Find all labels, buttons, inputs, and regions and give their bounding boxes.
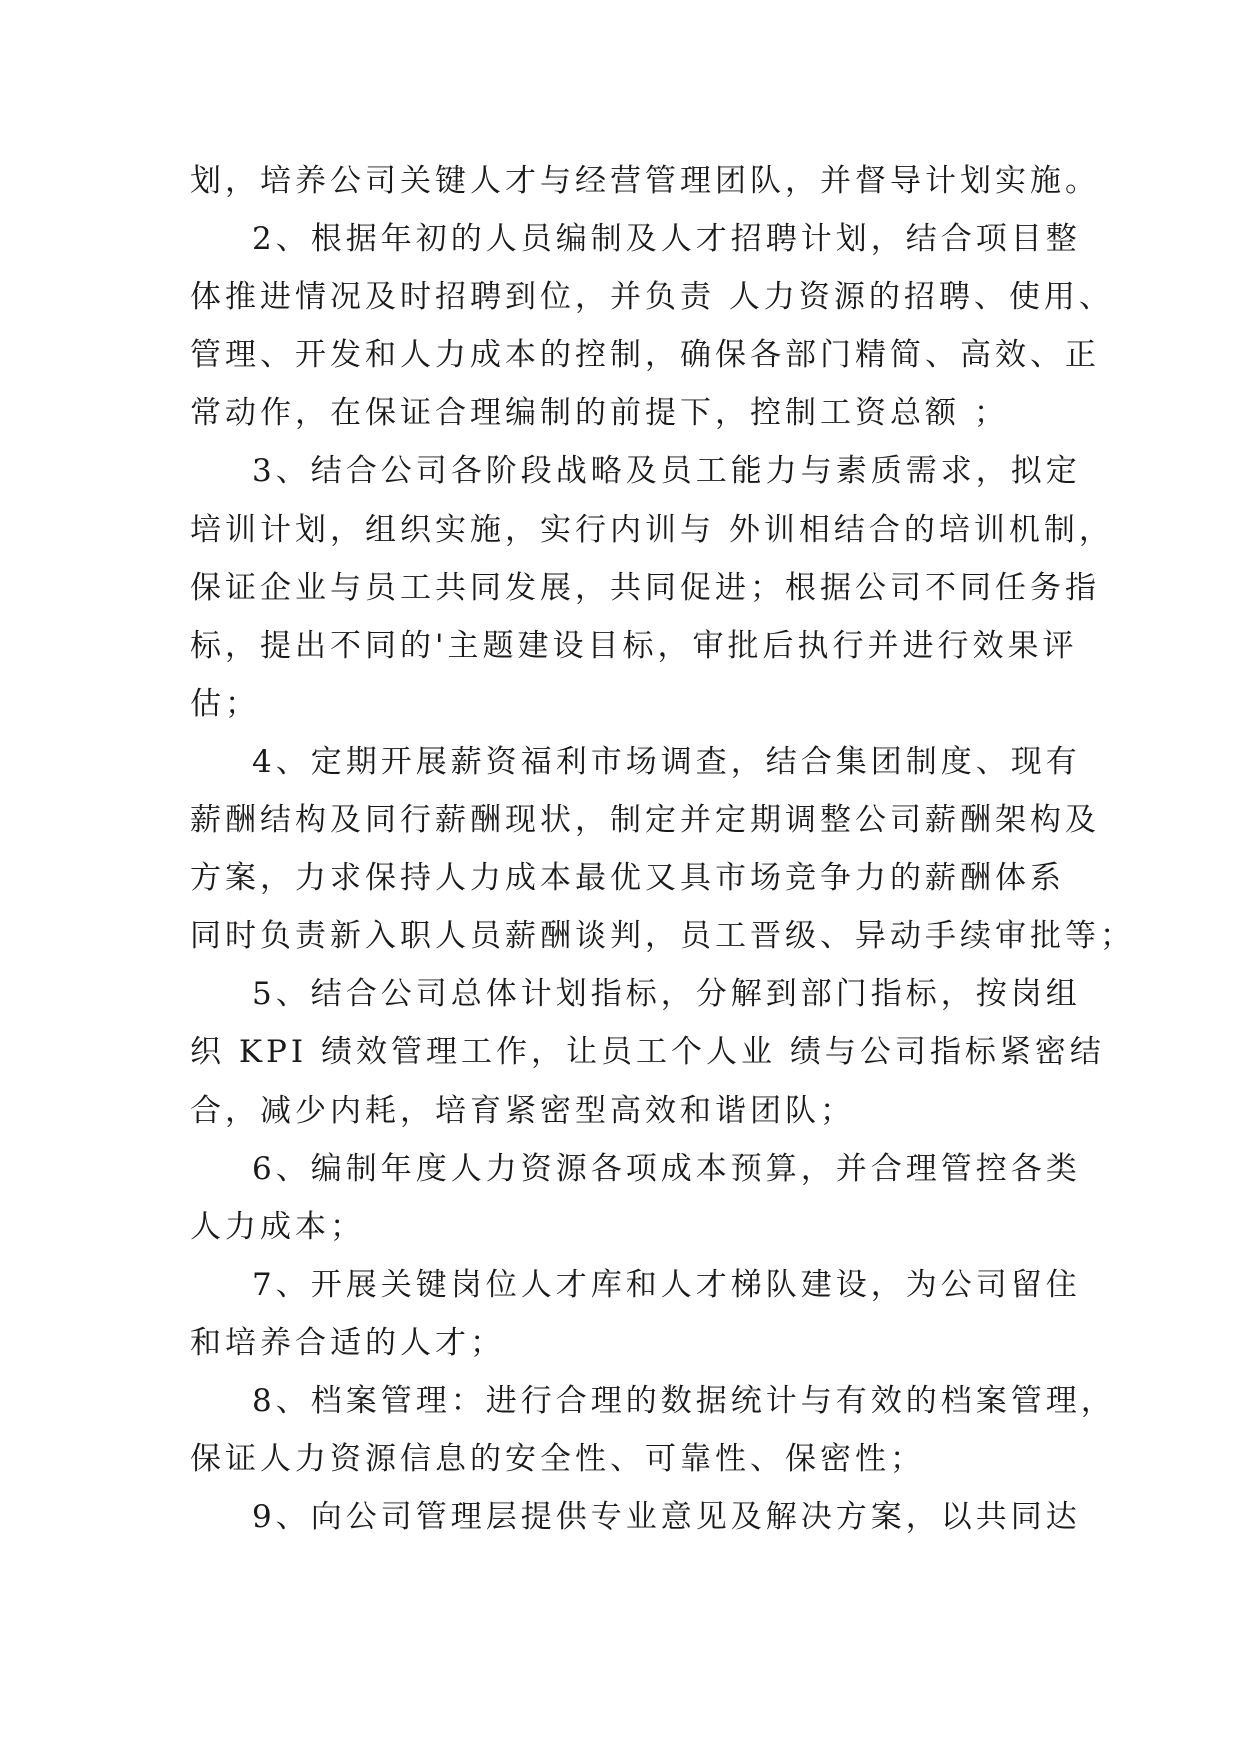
text-line: 划，培养公司关键人才与经营管理团队，并督导计划实施。 (190, 163, 1100, 199)
text-line: 管理、开发和人力成本的控制，确保各部门精简、高效、正 (190, 337, 1100, 374)
text-line: 体推进情况及时招聘到位，并负责 人力资源的招聘、使用、 (190, 279, 1114, 316)
text-line: 和培养合适的人才； (190, 1324, 505, 1361)
text-line: 2、根据年初的人员编制及人才招聘计划，结合项目整 (252, 221, 1081, 258)
text-line: 织 KPI 绩效管理工作，让员工个人业 绩与公司指标紧密结 (190, 1034, 1105, 1071)
text-line: 7、开展关键岗位人才库和人才梯队建设，为公司留住 (252, 1266, 1081, 1303)
text-line: 合，减少内耗，培育紧密型高效和谐团队； (190, 1092, 855, 1129)
text-line: 方案，力求保持人力成本最优又具市场竞争力的薪酬体系 (190, 860, 1065, 897)
text-line: 估； (190, 685, 260, 722)
document-body (190, 152, 1135, 1546)
text-line: 保证人力资源信息的安全性、可靠性、保密性； (190, 1441, 925, 1478)
text-line: 薪酬结构及同行薪酬现状，制定并定期调整公司薪酬架构及 (190, 802, 1100, 839)
text-line: 同时负责新入职人员薪酬谈判，员工晋级、异动手续审批等； (190, 918, 1135, 955)
text-line: 标，提出不同的'主题建设目标，审批后执行并进行效果评 (190, 627, 1078, 664)
text-line: 保证企业与员工共同发展，共同促进；根据公司不同任务指 (190, 569, 1100, 606)
text-line: 5、结合公司总体计划指标，分解到部门指标，按岗组 (252, 976, 1081, 1013)
text-line: 人力成本； (190, 1208, 365, 1245)
text-line: 6、编制年度人力资源各项成本预算，并合理管控各类 (252, 1150, 1081, 1187)
text-line: 3、结合公司各阶段战略及员工能力与素质需求，拟定 (252, 453, 1081, 490)
text-line: 培训计划，组织实施，实行内训与 外训相结合的培训机制， (190, 511, 1114, 548)
text-line: 9、向公司管理层提供专业意见及解决方案，以共同达 (252, 1499, 1081, 1536)
text-line: 常动作，在保证合理编制的前提下，控制工资总额 ； (190, 395, 1009, 432)
text-line: 8、档案管理：进行合理的数据统计与有效的档案管理， (252, 1382, 1116, 1419)
text-line: 4、定期开展薪资福利市场调查，结合集团制度、现有 (252, 743, 1081, 780)
